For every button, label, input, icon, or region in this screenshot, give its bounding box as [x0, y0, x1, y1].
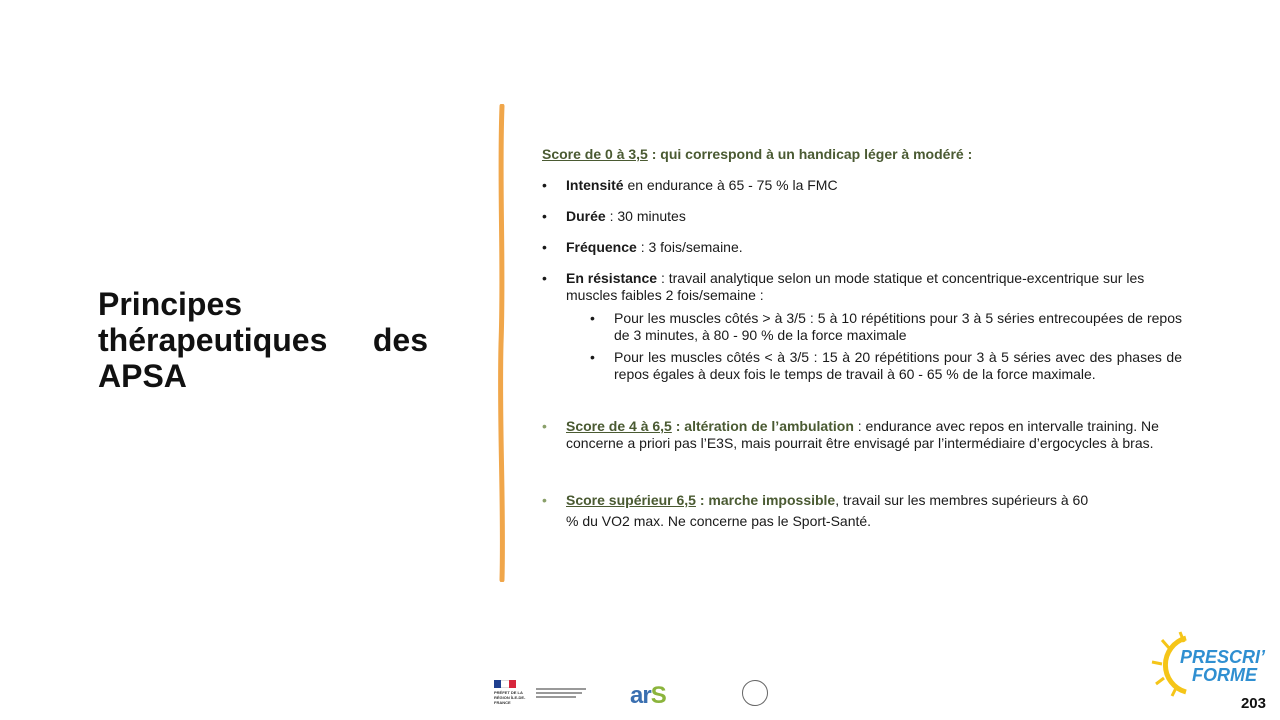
section1-heading — [542, 146, 1182, 163]
score-description: : marche impossible — [695, 492, 836, 508]
bullet-duration — [542, 208, 1182, 225]
bullet-intensity — [542, 177, 1182, 194]
bullet-marker: • — [542, 270, 547, 286]
brand-line-2: FORME — [1192, 665, 1257, 685]
bullet-term: Fréquence — [566, 239, 637, 255]
bullet-text-continued: % du VO2 max. Ne concerne pas le Sport-Santé. — [566, 513, 872, 529]
seal-icon — [742, 680, 768, 706]
bullet-text: : 3 fois/semaine. — [636, 239, 743, 255]
partner-logos — [494, 676, 774, 716]
page-number: 203 — [1240, 695, 1266, 712]
sub-bullet-text: Pour les muscles côtés < à 3/5 : 15 à 20 répétitions pour 3 à 5 séries avec des phases de repos égales à deux fois le temps de travail à 60 - 65 % de la force maximale. — [614, 349, 1182, 382]
bullet-marker: • — [542, 418, 547, 434]
bullet-marker: • — [542, 239, 547, 255]
bullet-term: En résistance — [566, 270, 658, 286]
sub-bullet-above-3-5 — [542, 310, 1182, 344]
prescri-forme-logo — [1150, 630, 1270, 700]
bullet-text: en endurance à 65 - 75 % la FMC — [623, 177, 838, 193]
slide-title: Principes thérapeutiques des APSA — [98, 286, 428, 394]
bullet-text: : 30 minutes — [605, 208, 686, 224]
slide-content — [542, 146, 1182, 544]
ars-logo-text: ar — [630, 682, 651, 709]
orange-divider — [496, 104, 508, 582]
sub-bullet-text: Pour les muscles côtés > à 3/5 : 5 à 10 répétitions pour 3 à 5 séries entrecoupées de repos de 3 minutes, à 80 - 90 % de la force maximale — [614, 310, 1182, 343]
score-range-label: Score de 4 à 6,5 — [566, 418, 672, 434]
section2-bullet — [542, 418, 1182, 452]
bullet-term: Intensité — [566, 177, 624, 193]
bullet-text: : endurance avec repos en intervalle training. Ne concerne a priori pas l’E3S, mais pourrait être envisagé par l’intermédiaire d’ergocycles à bras. — [566, 418, 1159, 451]
bullet-marker: • — [542, 492, 547, 508]
brand-wordmark — [1180, 648, 1265, 684]
ars-logo-s: S — [650, 682, 666, 709]
bullet-marker: • — [590, 310, 595, 326]
sub-bullet-below-3-5 — [542, 349, 1182, 383]
directorate-text-icon — [536, 686, 596, 700]
score-description: : altération de l’ambulation — [671, 418, 854, 434]
bullet-text: , travail sur les membres supérieurs à 60 — [835, 492, 1089, 508]
brand-line-1: PRESCRI’ — [1180, 647, 1266, 667]
bullet-marker: • — [542, 177, 547, 193]
bullet-frequency — [542, 239, 1182, 256]
bullet-marker: • — [542, 208, 547, 224]
section3-bullet — [542, 492, 1182, 530]
bullet-term: Durée — [566, 208, 606, 224]
score-range-label: Score supérieur 6,5 — [566, 492, 696, 508]
score-range-label: Score de 0 à 3,5 — [542, 146, 648, 162]
french-flag-icon — [494, 680, 516, 688]
score-description: : qui correspond à un handicap léger à modéré : — [647, 146, 973, 162]
ars-logo — [630, 682, 666, 710]
bullet-resistance — [542, 270, 1182, 304]
prefet-label: PRÉFET DE LA RÉGION ÎLE-DE-FRANCE — [494, 690, 526, 705]
bullet-text: : travail analytique selon un mode statique et concentrique-excentrique sur les muscles faibles 2 fois/semaine : — [566, 270, 1145, 303]
bullet-marker: • — [590, 349, 595, 365]
prefet-logo — [494, 680, 604, 712]
